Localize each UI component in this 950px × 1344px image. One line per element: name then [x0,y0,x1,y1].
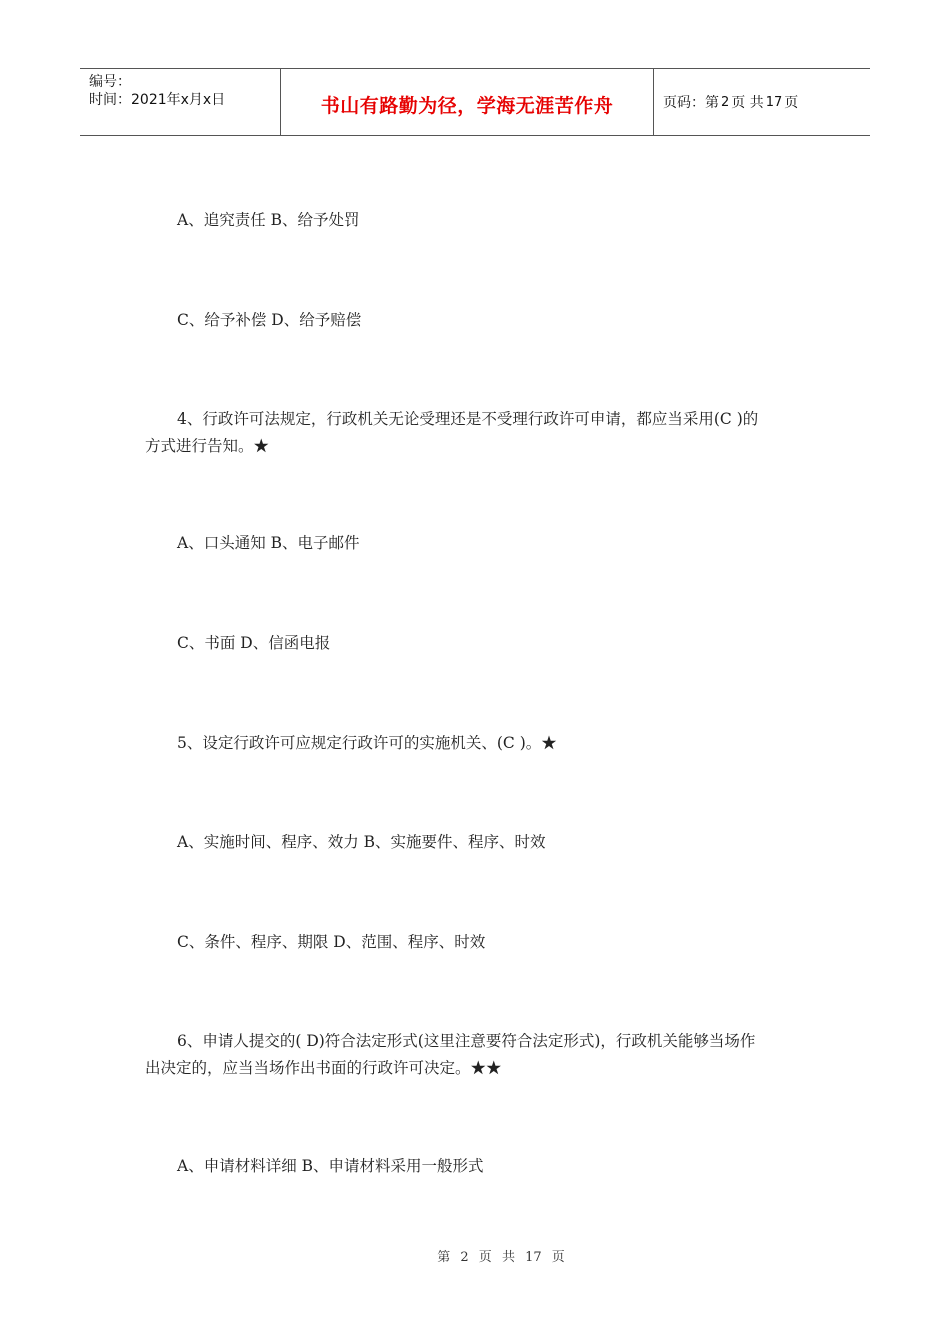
document-time-label: 时间：2021年x月x日 [89,92,226,108]
header-page-total: 17 [765,94,783,110]
footer-page-total: 17 [525,1250,542,1265]
header-motto: 书山有路勤为径，学海无涯苦作舟 [320,94,614,117]
question-6-line-2: 出决定的，应当当场作出书面的行政许可决定。★★ [145,1059,502,1077]
footer-word-di: 第 [437,1250,451,1265]
header-page-mid: 页 共 [731,95,764,111]
options-line-q3-cd: C、给予补偿 D、给予赔偿 [177,311,362,329]
header-meta-cell [80,69,281,135]
header-page-prefix: 页码：第 [663,95,719,111]
options-line-q5-ab: A、实施时间、程序、效力 B、实施要件、程序、时效 [177,833,546,851]
footer-word-ye: 页 [478,1250,492,1265]
footer-page-current: 2 [460,1250,469,1265]
footer-word-ye-2: 页 [551,1250,565,1265]
question-4-line-2: 方式进行告知。★ [145,437,270,455]
document-number-label: 编号： [89,74,131,90]
options-line-q4-cd: C、书面 D、信函电报 [177,634,331,652]
header-page-suffix: 页 [784,95,799,111]
footer-word-gong: 共 [501,1250,515,1265]
header-page-current: 2 [721,94,730,110]
question-6-line-1: 6、申请人提交的( D)符合法定形式(这里注意要符合法定形式)，行政机关能够当场作 [177,1032,756,1050]
options-line-q4-ab: A、口头通知 B、电子邮件 [177,534,360,552]
options-line-q6-ab: A、申请材料详细 B、申请材料采用一般形式 [177,1157,484,1175]
options-line-q3-ab: A、追究责任 B、给予处罚 [177,211,360,229]
question-5-line: 5、设定行政许可应规定行政许可的实施机关、(C )。★ [177,734,557,752]
page-header [80,68,870,136]
header-motto-cell [281,69,654,135]
options-line-q5-cd: C、条件、程序、期限 D、范围、程序、时效 [177,933,486,951]
question-4-line-1: 4、行政许可法规定，行政机关无论受理还是不受理行政许可申请，都应当采用(C )的 [177,410,759,428]
page-footer [0,1246,950,1265]
header-page-cell [654,69,870,135]
